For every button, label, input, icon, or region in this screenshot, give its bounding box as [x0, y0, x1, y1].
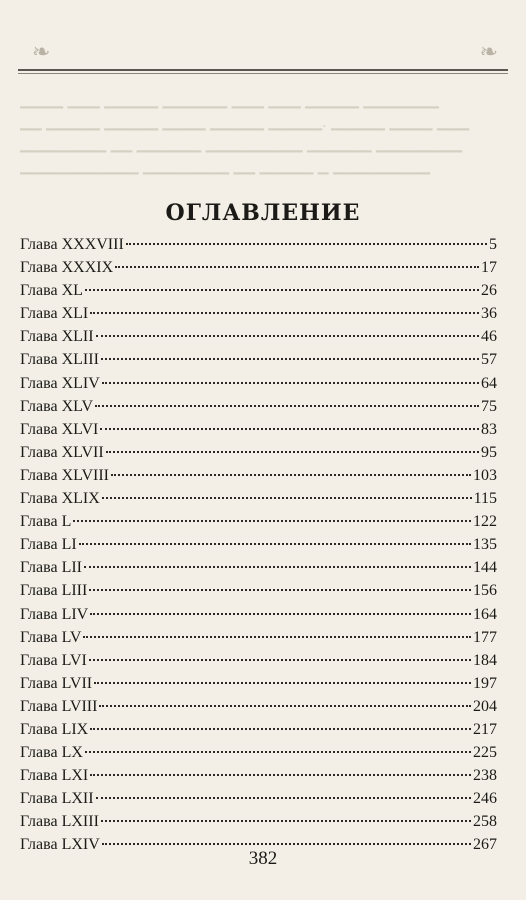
- toc-entry-page: 225: [473, 744, 497, 762]
- toc-entry: [20, 579, 497, 602]
- toc-entry-label: Глава XLVII: [20, 443, 104, 461]
- toc-entry-label: Глава LVII: [20, 674, 93, 692]
- ornament-left-icon: ❧: [32, 40, 51, 65]
- toc-entry: [20, 603, 497, 626]
- toc-entry: [20, 302, 497, 325]
- toc-entry-page: 184: [473, 651, 497, 669]
- toc-leader-dots: [101, 358, 479, 360]
- header-rule: [18, 69, 508, 74]
- toc-leader-dots: [102, 382, 479, 384]
- toc-entry-page: 46: [481, 328, 497, 346]
- toc-entry-page: 144: [473, 559, 497, 577]
- toc-entry: [20, 787, 497, 810]
- toc-entry: [20, 649, 497, 672]
- toc-entry: [20, 418, 497, 441]
- toc-entry-label: Глава LV: [20, 628, 82, 646]
- toc-leader-dots: [111, 474, 471, 476]
- toc-entry-label: Глава LIX: [20, 720, 89, 738]
- toc-leader-dots: [94, 682, 471, 684]
- toc-entry-label: Глава LXII: [20, 790, 94, 808]
- toc-leader-dots: [96, 797, 471, 799]
- toc-leader-dots: [126, 243, 487, 245]
- toc-entry: [20, 810, 497, 833]
- toc-entry: [20, 556, 497, 579]
- toc-entry: [20, 233, 497, 256]
- toc-leader-dots: [90, 312, 479, 314]
- toc-entry-label: Глава XXXVIII: [20, 236, 124, 253]
- toc-entry-page: 197: [473, 674, 497, 692]
- toc-leader-dots: [99, 705, 471, 707]
- toc-leader-dots: [89, 589, 471, 591]
- ornament-right-icon: ❧: [479, 40, 498, 65]
- toc-entry-label: Глава LXIV: [20, 836, 100, 854]
- toc-title: ОГЛАВЛЕНИЕ: [165, 199, 361, 226]
- toc-entry-label: Глава LIII: [20, 582, 88, 600]
- toc-entry-page: 83: [481, 420, 497, 438]
- toc-entry: [20, 279, 497, 302]
- toc-entry-label: Глава LII: [20, 559, 83, 577]
- toc-entry-label: Глава XLVI: [20, 420, 99, 438]
- toc-leader-dots: [83, 636, 471, 638]
- toc-leader-dots: [73, 520, 471, 522]
- toc-entry-page: 17: [481, 259, 497, 277]
- toc-leader-dots: [89, 659, 471, 661]
- toc-entry-label: Глава XLV: [20, 397, 93, 415]
- toc-entry-page: 57: [481, 351, 497, 369]
- toc-entry-page: 26: [481, 282, 497, 300]
- toc-entry-page: 217: [473, 720, 497, 738]
- toc-entry-page: 75: [481, 397, 497, 415]
- toc-entry-label: Глава XXXIX: [20, 259, 114, 277]
- toc-leader-dots: [102, 497, 472, 499]
- toc-leader-dots: [115, 266, 479, 268]
- toc-entry-label: Глава LXI: [20, 767, 89, 785]
- toc-entry-label: Глава XLIV: [20, 374, 100, 392]
- toc-entry-page: 36: [481, 305, 497, 323]
- toc-leader-dots: [102, 843, 471, 845]
- toc-entry-label: Глава L: [20, 513, 72, 531]
- toc-entry: [20, 533, 497, 556]
- toc-leader-dots: [96, 335, 479, 337]
- toc-leader-dots: [90, 774, 471, 776]
- toc-entry-label: Глава XLIX: [20, 490, 100, 508]
- page-number: 382: [248, 848, 278, 869]
- toc-entry-label: Глава LIV: [20, 605, 89, 623]
- toc-entry: [20, 741, 497, 764]
- running-head-show-through: [18, 30, 508, 70]
- toc-leader-dots: [100, 428, 479, 430]
- toc-entry: [20, 672, 497, 695]
- toc-leader-dots: [85, 289, 479, 291]
- toc-entry: [20, 510, 497, 533]
- toc-entry-page: 156: [473, 582, 497, 600]
- toc-entry-page: 164: [473, 605, 497, 623]
- toc-entry-page: 258: [473, 813, 497, 831]
- toc-entry-page: 64: [481, 374, 497, 392]
- toc-entry-page: 135: [473, 536, 497, 554]
- toc-entry: [20, 487, 497, 510]
- toc-leader-dots: [95, 405, 479, 407]
- toc-leader-dots: [79, 543, 471, 545]
- toc-leader-dots: [106, 451, 479, 453]
- toc-entry-label: Глава XLIII: [20, 351, 99, 369]
- toc-leader-dots: [90, 613, 471, 615]
- toc-entry-page: 177: [473, 628, 497, 646]
- toc-entry-page: 238: [473, 767, 497, 785]
- toc-entry: [20, 348, 497, 371]
- toc-entry: [20, 764, 497, 787]
- toc-entry: [20, 626, 497, 649]
- toc-entry-label: Глава LXIII: [20, 813, 99, 831]
- toc-entry: [20, 441, 497, 464]
- toc-entry: [20, 464, 497, 487]
- toc-entry-label: Глава LVI: [20, 651, 87, 669]
- toc-entry-label: Глава LI: [20, 536, 77, 554]
- toc-entry-label: Глава XLVIII: [20, 466, 109, 484]
- toc-entry-page: 204: [473, 697, 497, 715]
- toc-leader-dots: [84, 566, 471, 568]
- toc-entry-page: 267: [473, 836, 497, 854]
- toc-entry: [20, 325, 497, 348]
- toc-entry-page: 103: [473, 466, 497, 484]
- toc-entry-label: Глава LVIII: [20, 697, 98, 715]
- table-of-contents: [20, 233, 497, 857]
- toc-entry-page: 5: [489, 236, 497, 253]
- toc-entry-page: 115: [473, 490, 497, 508]
- toc-entry-page: 122: [473, 513, 497, 531]
- toc-entry-label: Глава XLII: [20, 328, 94, 346]
- toc-entry-page: 95: [481, 443, 497, 461]
- toc-entry: [20, 718, 497, 741]
- toc-entry: [20, 372, 497, 395]
- toc-entry: [20, 695, 497, 718]
- show-through-text: ▁▁▁▁ ▁▁▁ ▁▁▁▁▁ ▁▁▁▁▁▁ ▁▁▁ ▁▁▁ ▁▁▁▁▁ ▁▁▁▁▁▁▁ ▁▁ ▁▁▁▁▁ ▁▁▁▁▁ ▁▁▁▁ ▁▁▁▁▁ ▁▁▁▁▁. ▁▁▁▁▁ ▁▁▁▁ ▁▁▁ ▁▁▁▁▁▁▁▁ ▁▁ ▁▁▁▁▁▁ ▁▁▁▁▁▁▁▁▁ ▁▁▁▁▁▁ ▁▁▁▁▁▁▁▁ ▁▁▁▁▁▁▁▁▁▁▁ ▁▁▁▁▁▁▁▁ ▁▁ ▁▁▁▁▁ ▁ ▁▁▁▁▁▁▁▁▁: [20, 93, 470, 175]
- toc-entry-page: 246: [473, 790, 497, 808]
- toc-entry: [20, 256, 497, 279]
- toc-entry-label: Глава XLI: [20, 305, 89, 323]
- toc-entry: [20, 395, 497, 418]
- toc-entry-label: Глава LX: [20, 744, 83, 762]
- toc-leader-dots: [85, 751, 471, 753]
- toc-entry-label: Глава XL: [20, 282, 83, 300]
- toc-leader-dots: [101, 820, 471, 822]
- toc-leader-dots: [90, 728, 471, 730]
